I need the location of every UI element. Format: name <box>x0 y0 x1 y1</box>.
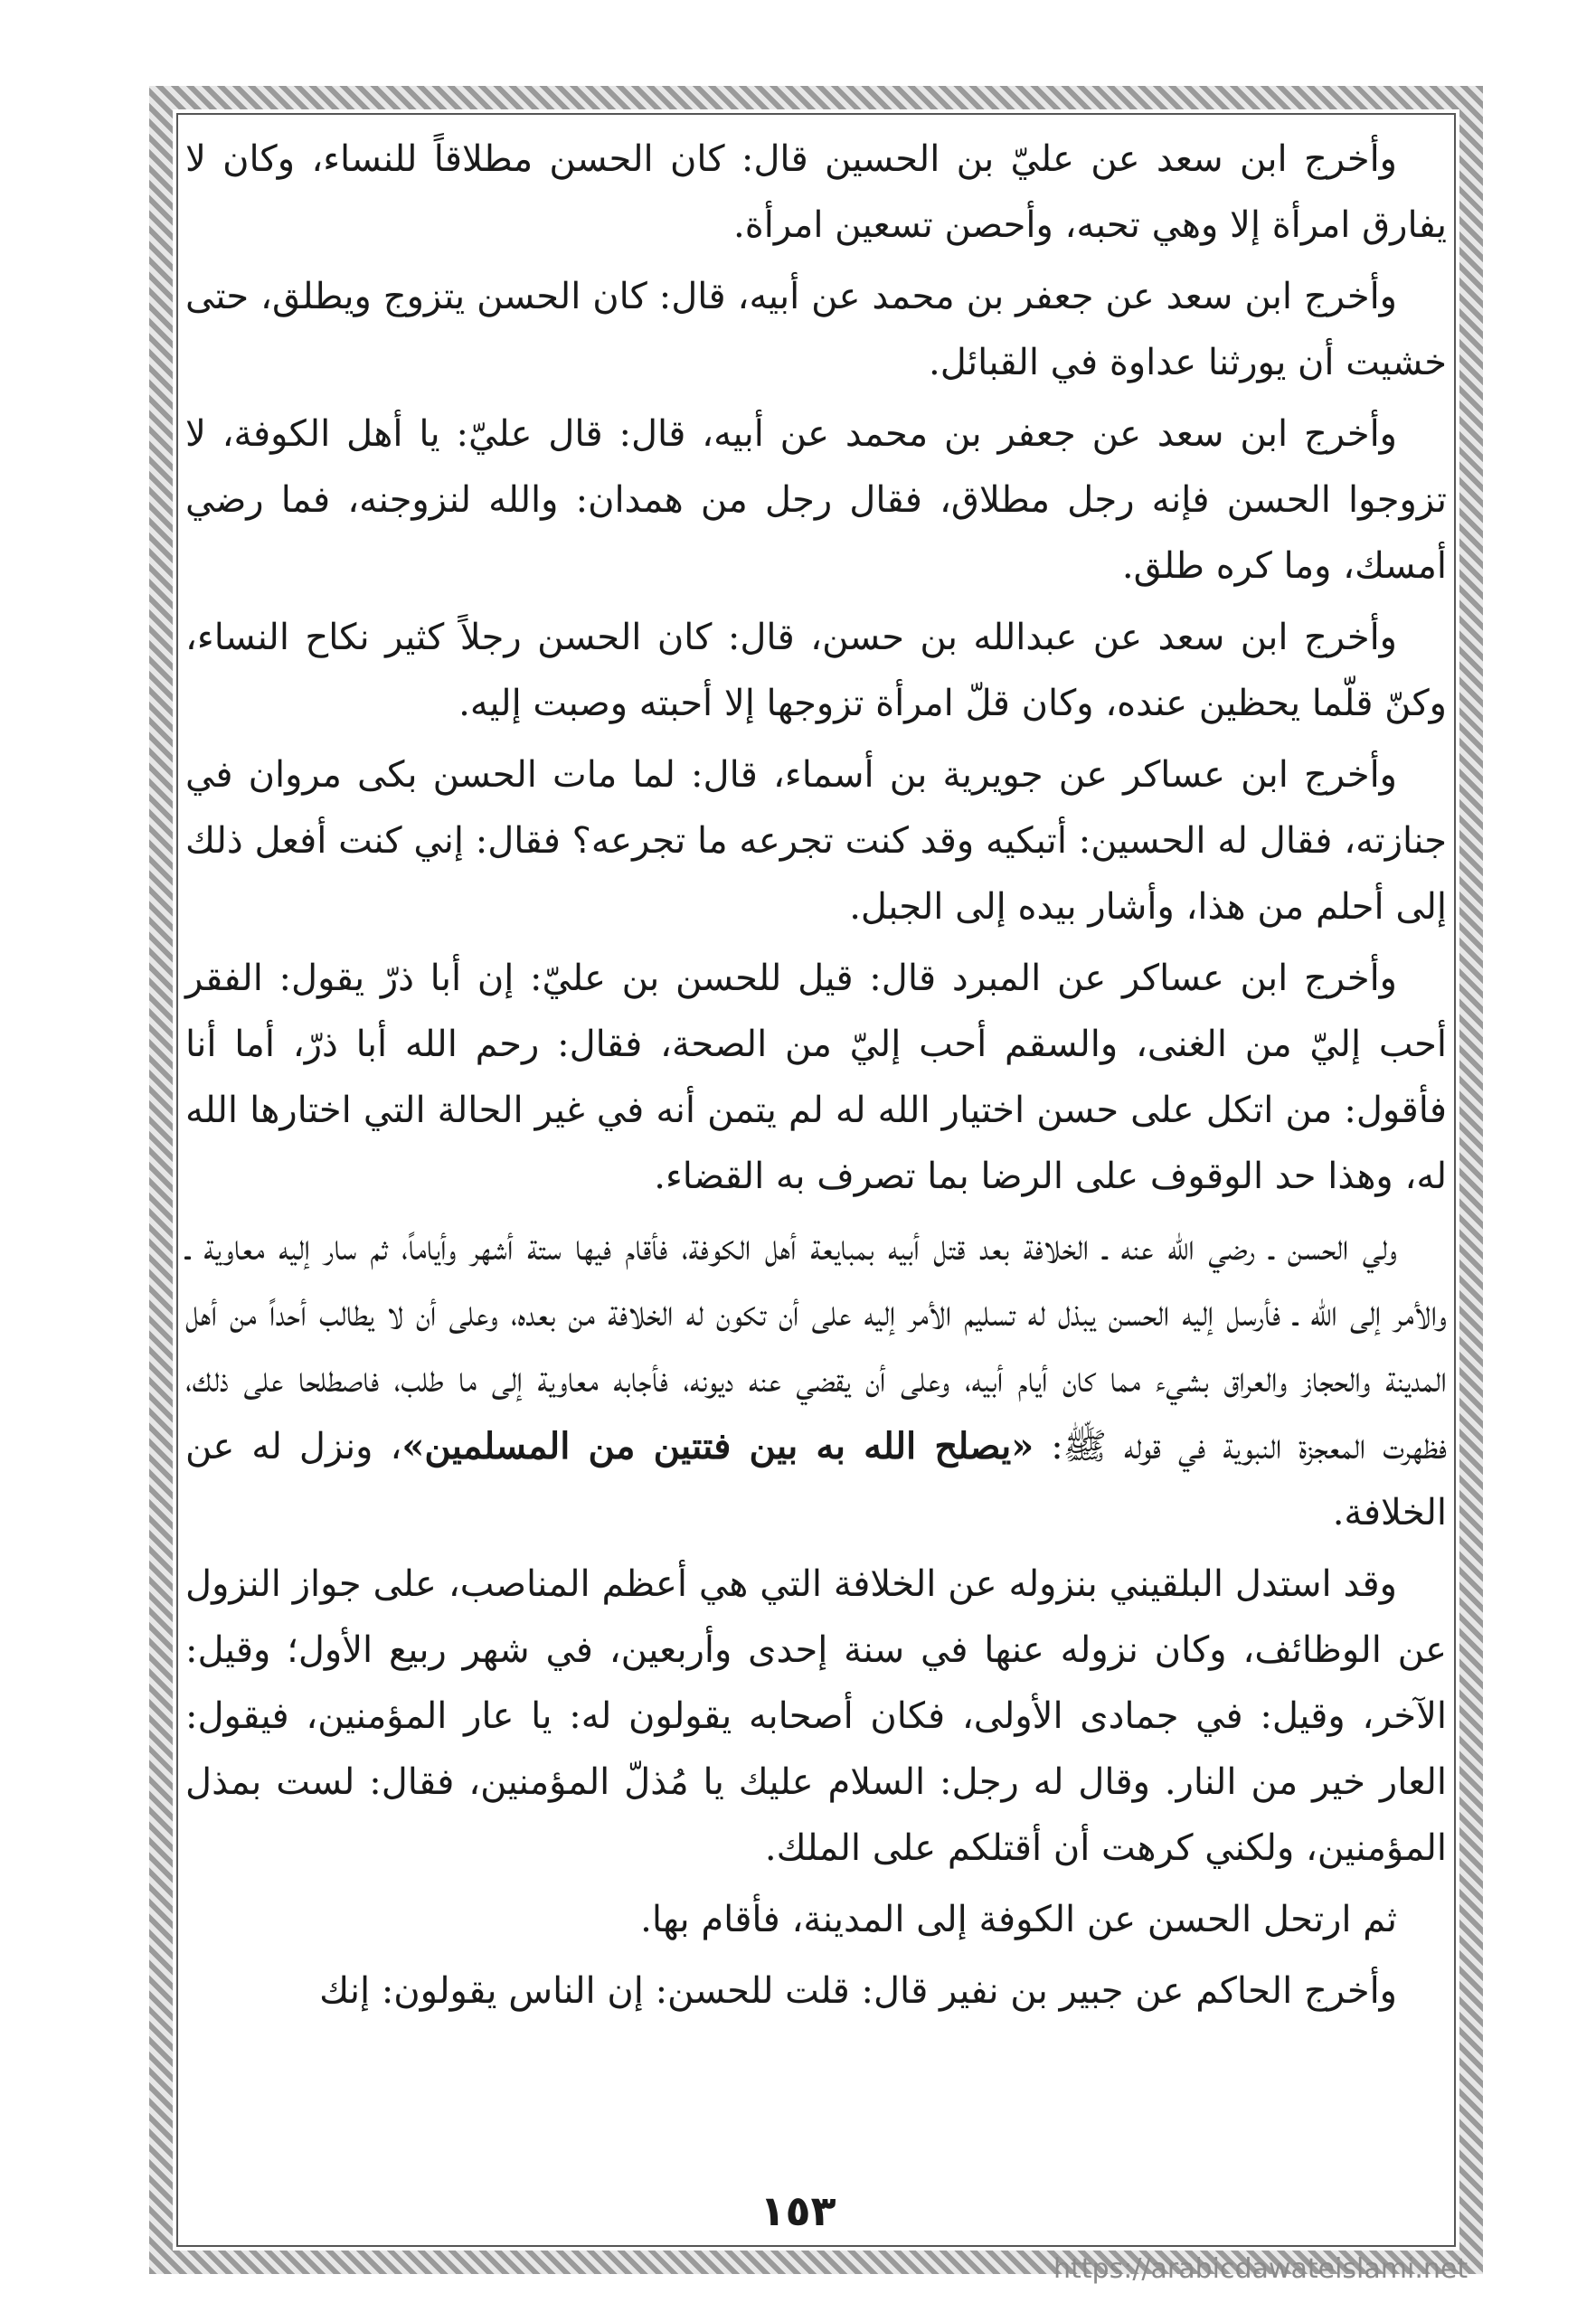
paragraph-khilafa <box>185 1215 1447 1546</box>
paragraph: ثم ارتحل الحسن عن الكوفة إلى المدينة، فأقام بها. <box>640 1899 1397 1940</box>
paragraph: وأخرج ابن سعد عن جعفر بن محمد عن أبيه، قال: كان الحسن يتزوج ويطلق، حتى خشيت أن يورثنا عداوة في القبائل. <box>185 276 1447 383</box>
paragraph: وأخرج الحاكم عن جبير بن نفير قال: قلت للحسن: إن الناس يقولون: إنك <box>319 1970 1397 2012</box>
page-number: ١٥٣ <box>760 2186 836 2235</box>
quote-suffix: ، ونزل له عن الخلافة. <box>185 1426 1447 1533</box>
paragraph: وأخرج ابن سعد عن عليّ بن الحسين قال: كان الحسن مطلاقاً للنساء، وكان لا يفارق امرأة إلا وهي تحبه، وأحصن تسعين امرأة. <box>185 138 1447 246</box>
paragraph: وأخرج ابن سعد عن عبدالله بن حسن، قال: كان الحسن رجلاً كثير نكاح النساء، وكنّ قلّما يحظين عنده، وكان قلّ امرأة تزوجها إلا أحبته وصبت إليه. <box>185 617 1447 724</box>
page-body <box>185 127 1447 2030</box>
quote-prefix: قوله ﷺ: <box>1034 1426 1161 1467</box>
paragraph: وأخرج ابن عساكر عن المبرد قال: قيل للحسن بن عليّ: إن أبا ذرّ يقول: الفقر أحب إليّ من الغنى، والسقم أحب إليّ من الصحة، فقال: رحم الله أبا ذرّ، أما أنا فأقول: من اتكل على حسن اختيار الله له لم يتمن أنه في غير الحالة التي اختارها الله له، وهذا حد الوقوف على الرضا بما تصرف به القضاء. <box>185 958 1447 1197</box>
paragraph: وقد استدل البلقيني بنزوله عن الخلافة التي هي أعظم المناصب، على جواز النزول عن الوظائف، وكان نزوله عنها في سنة إحدى وأربعين، في شهر ربيع الأول؛ وقيل: الآخر، وقيل: في جمادى الأولى، فكان أصحابه يقولون له: يا عار المؤمنين، فيقول: العار خير من النار. وقال له رجل: السلام عليك يا مُذلّ المؤمنين، فقال: لست بمذل المؤمنين، ولكني كرهت أن أقتلكم على الملك. <box>185 1563 1447 1869</box>
hadith-quote: «يصلح الله به بين فتتين من المسلمين» <box>401 1425 1034 1467</box>
paragraph: وأخرج ابن عساكر عن جويرية بن أسماء، قال: لما مات الحسن بكى مروان في جنازته، فقال له الحسين: أتبكيه وقد كنت تجرعه ما تجرعه؟ فقال: إني كنت أفعل ذلك إلى أحلم من هذا، وأشار بيده إلى الجبل. <box>185 754 1447 928</box>
paragraph-text: ولي الحسن ـ رضي الله عنه ـ الخلافة بعد قتل أبيه بمبايعة أهل الكوفة، فأقام فيها ستة أشهر وأياماً، ثم سار إليه معاوية ـ والأمر إلى الله ـ فأرسل إليه الحسن يبذل له تسليم الأمر إليه على أن تكون له الخلافة من بعده، وعلى أن لا يطالب أحداً من أهل المدينة والحجاز والعراق بشيء مما كان أيام أبيه، وعلى أن يقضي عنه ديونه، فأجابه معاوية إلى ما طلب، فاصطلحا على ذلك، فظهرت المعجزة النبوية في <box>185 1227 1448 1467</box>
paragraph: وأخرج ابن سعد عن جعفر بن محمد عن أبيه، قال: قال عليّ: يا أهل الكوفة، لا تزوجوا الحسن فإنه رجل مطلاق، فقال رجل من همدان: والله لنزوجنه، فما رضي أمسك، وما كره طلق. <box>185 413 1447 587</box>
watermark-url: https://arabicdawateislami.net <box>1053 2253 1469 2285</box>
